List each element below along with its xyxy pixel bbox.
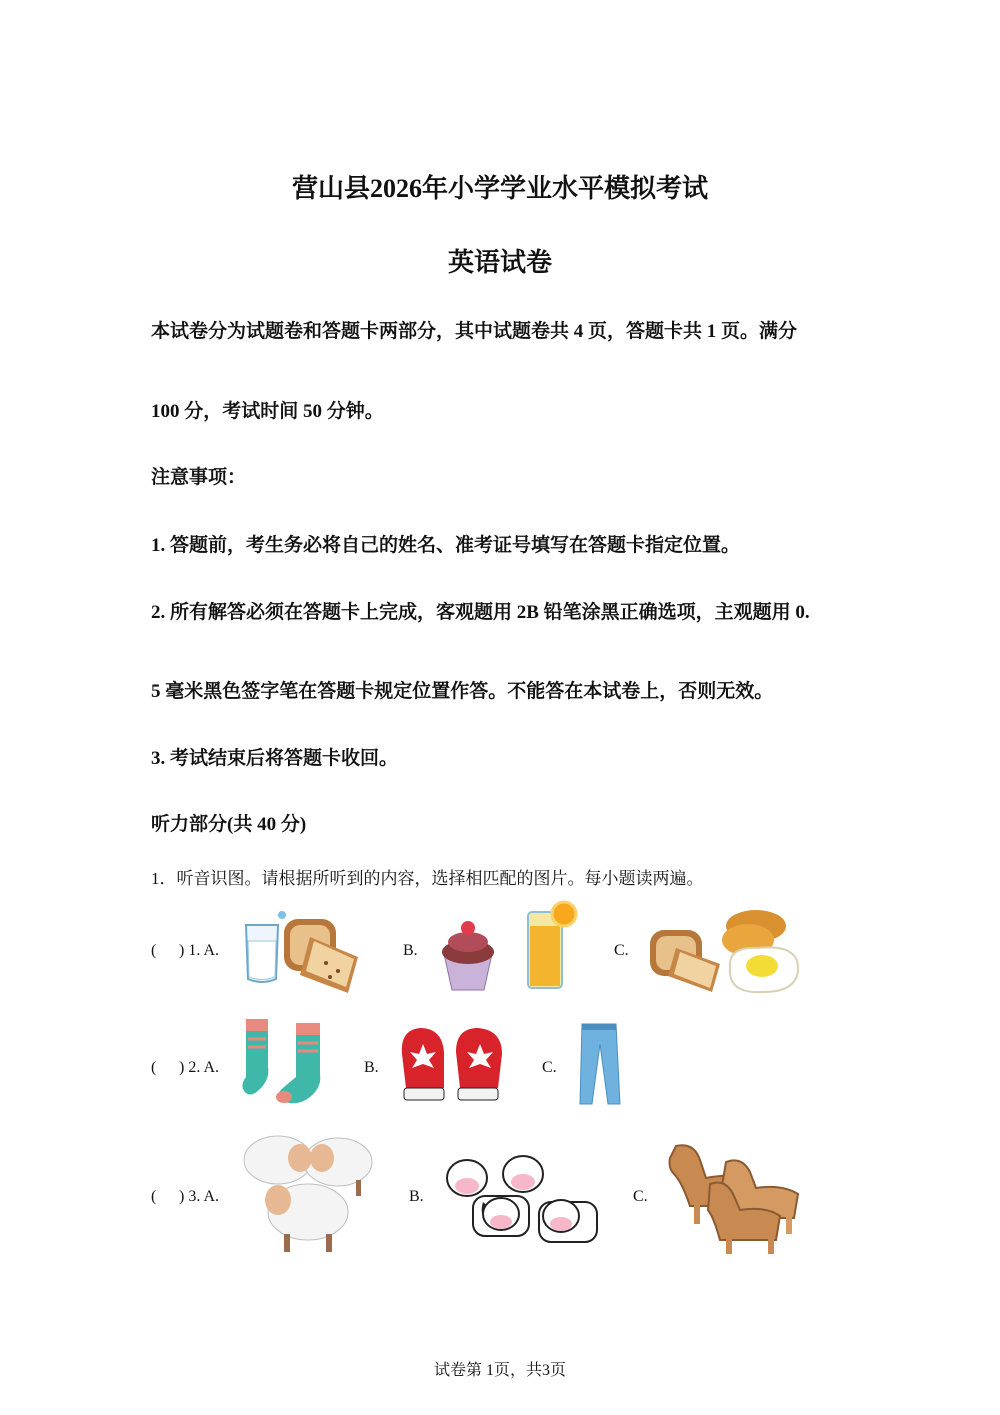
horses-image — [666, 1138, 806, 1256]
pants-image — [576, 1022, 622, 1106]
intro-line-1: 本试卷分为试题卷和答题卡两部分，其中试题卷共 4 页，答题卡共 1 页。满分 — [151, 321, 798, 342]
note-item-2b: 5 毫米黑色签字笔在答题卡规定位置作答。不能答在本试卷上，否则无效。 — [151, 681, 774, 702]
q1-option-b-label: B. — [403, 942, 418, 959]
sheep-image — [240, 1130, 375, 1255]
q1-paren: ( — [151, 942, 157, 959]
intro-line-2: 100 分，考试时间 50 分钟。 — [151, 401, 384, 422]
notes-heading: 注意事项： — [151, 467, 247, 488]
q3-label: ) 3. A. — [179, 1188, 219, 1205]
mittens-image — [398, 1024, 508, 1106]
note-item-3: 3. 考试结束后将答题卡收回。 — [151, 748, 399, 769]
q1-option-c-label: C. — [614, 942, 629, 959]
q2-option-b-label: B. — [364, 1059, 379, 1076]
socks-image — [240, 1015, 335, 1107]
page-footer: 试卷第 1页，共3页 — [433, 1362, 566, 1379]
note-item-1: 1. 答题前，考生务必将自己的姓名、准考证号填写在答题卡指定位置。 — [151, 535, 741, 556]
q3-option-c-label: C. — [633, 1188, 648, 1205]
exam-subtitle: 英语试卷 — [447, 248, 552, 277]
cows-image — [443, 1152, 603, 1252]
q1-label: ) 1. A. — [179, 942, 219, 959]
listening-instruction: 1．听音识图。请根据所听到的内容，选择相匹配的图片。每小题读两遍。 — [151, 869, 704, 888]
cupcake-and-orange-juice-image — [438, 900, 583, 995]
q2-option-c-label: C. — [542, 1059, 557, 1076]
listening-heading: 听力部分(共 40 分) — [151, 814, 307, 835]
exam-title: 营山县2026年小学学业水平模拟考试 — [291, 174, 708, 203]
q3-paren: ( — [151, 1188, 157, 1205]
bread-bun-and-egg-image — [648, 908, 803, 998]
q2-label: ) 2. A. — [179, 1059, 219, 1076]
q2-paren: ( — [151, 1059, 157, 1076]
q3-option-b-label: B. — [409, 1188, 424, 1205]
note-item-2a: 2. 所有解答必须在答题卡上完成，客观题用 2B 铅笔涂黑正确选项，主观题用 0. — [151, 602, 810, 623]
milk-and-bread-image — [240, 905, 370, 995]
